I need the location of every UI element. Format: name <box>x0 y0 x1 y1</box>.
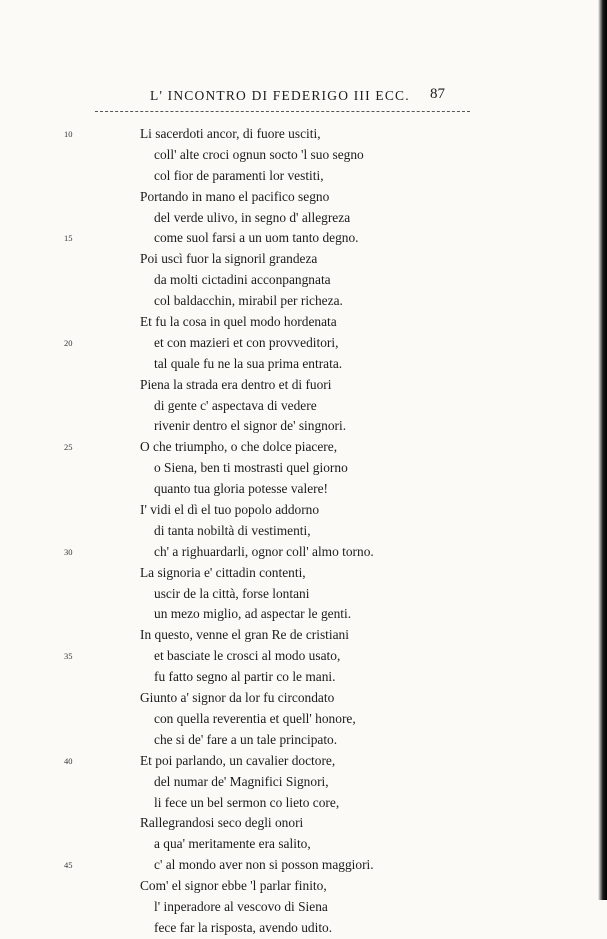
verse-text: del verde ulivo, in segno d' allegreza <box>154 209 351 225</box>
page-edge-shadow <box>598 0 607 900</box>
verse-line <box>140 709 440 730</box>
verse-text: da molti cictadini acconpangnata <box>154 272 331 288</box>
verse-line <box>140 604 440 625</box>
verse-text: del numar de' Magnifici Signori, <box>154 773 329 789</box>
verse-line <box>140 772 440 793</box>
verse-line <box>140 458 440 479</box>
verse-line <box>140 270 440 291</box>
verse-text: di tanta nobiltà di vestimenti, <box>154 522 311 538</box>
verse-text: et con mazieri et con provveditori, <box>154 334 339 350</box>
verse-line <box>64 855 440 876</box>
verse-text: Li sacerdoti ancor, di fuore usciti, <box>140 126 321 141</box>
verse-text: o Siena, ben ti mostrasti quel giorno <box>154 460 348 476</box>
line-number: 30 <box>64 546 73 557</box>
verse-text: Poi uscì fuor la signoril grandeza <box>140 251 318 267</box>
verse-line <box>140 897 440 918</box>
verse-text: a qua' meritamente era salito, <box>154 836 311 852</box>
verse-text: ch' a righuardarli, ognor coll' almo torno. <box>154 543 374 559</box>
verse-line <box>140 793 440 814</box>
verse-line <box>64 228 440 249</box>
verse-line <box>64 124 440 145</box>
header-rule <box>95 111 470 112</box>
verse-text: et basciate le crosci al modo usato, <box>154 648 341 664</box>
verse-line <box>140 396 440 417</box>
verse-text: con quella reverentia et quell' honore, <box>154 710 356 726</box>
verse-line <box>140 145 440 166</box>
verse-line <box>140 187 440 208</box>
verse-text: l' inperadore al vescovo di Siena <box>154 898 328 914</box>
verse-text: Portando in mano el pacifico segno <box>140 188 330 204</box>
verse-text: c' al mondo aver non si posson maggiori. <box>154 857 374 873</box>
poem-text <box>64 124 440 939</box>
verse-text: li fece un bel sermon co lieto core, <box>154 794 340 810</box>
verse-text: Com' el signor ebbe 'l parlar finito, <box>140 878 327 894</box>
line-number: 15 <box>64 233 73 244</box>
verse-line <box>140 688 440 709</box>
verse-text: col baldacchin, mirabil per richeza. <box>154 293 343 309</box>
verse-line <box>140 625 440 646</box>
verse-line <box>64 542 440 563</box>
verse-line <box>140 584 440 605</box>
verse-text: di gente c' aspectava di vedere <box>154 397 317 413</box>
verse-line <box>140 208 440 229</box>
line-number: 20 <box>64 337 73 348</box>
line-number: 45 <box>64 860 73 871</box>
verse-text: Et poi parlando, un cavalier doctore, <box>140 752 336 768</box>
verse-text: uscir de la città, forse lontani <box>154 585 310 601</box>
verse-line <box>140 291 440 312</box>
verse-line <box>140 813 440 834</box>
verse-text: I' vidi el dì el tuo popolo addorno <box>140 502 320 518</box>
verse-line <box>140 500 440 521</box>
verse-text: coll' alte croci ognun socto 'l suo segno <box>154 146 364 162</box>
line-number: 35 <box>64 651 73 662</box>
verse-line <box>140 249 440 270</box>
verse-text: fece far la risposta, avendo udito. <box>154 919 333 935</box>
line-number: 10 <box>64 129 73 139</box>
verse-line <box>140 479 440 500</box>
verse-line <box>140 521 440 542</box>
line-number: 40 <box>64 755 73 766</box>
verse-text: fu fatto segno al partir co le mani. <box>154 669 336 685</box>
verse-line <box>140 918 440 939</box>
verse-text: In questo, venne el gran Re de cristiani <box>140 627 349 643</box>
verse-line <box>140 375 440 396</box>
verse-text: come suol farsi a un uom tanto degno. <box>154 230 359 246</box>
verse-line <box>64 333 440 354</box>
verse-line <box>140 312 440 333</box>
running-title: L' INCONTRO DI FEDERIGO III ECC. <box>150 88 410 103</box>
verse-line <box>140 354 440 375</box>
verse-line <box>140 876 440 897</box>
line-number: 25 <box>64 442 73 453</box>
verse-text: quanto tua gloria potesse valere! <box>154 481 329 497</box>
verse-line <box>140 166 440 187</box>
verse-text: Giunto a' signor da lor fu circondato <box>140 690 335 706</box>
verse-text: La signoria e' cittadin contenti, <box>140 564 306 580</box>
verse-text: rivenir dentro el signor de' singnori. <box>154 418 347 434</box>
verse-text: tal quale fu ne la sua prima entrata. <box>154 355 343 371</box>
verse-text: un mezo miglio, ad aspectar le genti. <box>154 606 352 622</box>
verse-line <box>140 730 440 751</box>
verse-text: Rallegrandosi seco degli onori <box>140 815 304 831</box>
verse-line <box>140 416 440 437</box>
verse-line <box>64 751 440 772</box>
verse-text: che si de' fare a un tale principato. <box>154 731 338 747</box>
verse-line <box>140 667 440 688</box>
page-number: 87 <box>430 86 445 102</box>
verse-line <box>64 437 440 458</box>
verse-text: col fior de paramenti lor vestiti, <box>154 167 324 183</box>
verse-line <box>140 563 440 584</box>
verse-line <box>64 646 440 667</box>
verse-text: Et fu la cosa in quel modo hordenata <box>140 314 337 330</box>
verse-text: Piena la strada era dentro et di fuori <box>140 376 332 392</box>
verse-line <box>140 834 440 855</box>
verse-text: O che triumpho, o che dolce piacere, <box>140 439 338 455</box>
